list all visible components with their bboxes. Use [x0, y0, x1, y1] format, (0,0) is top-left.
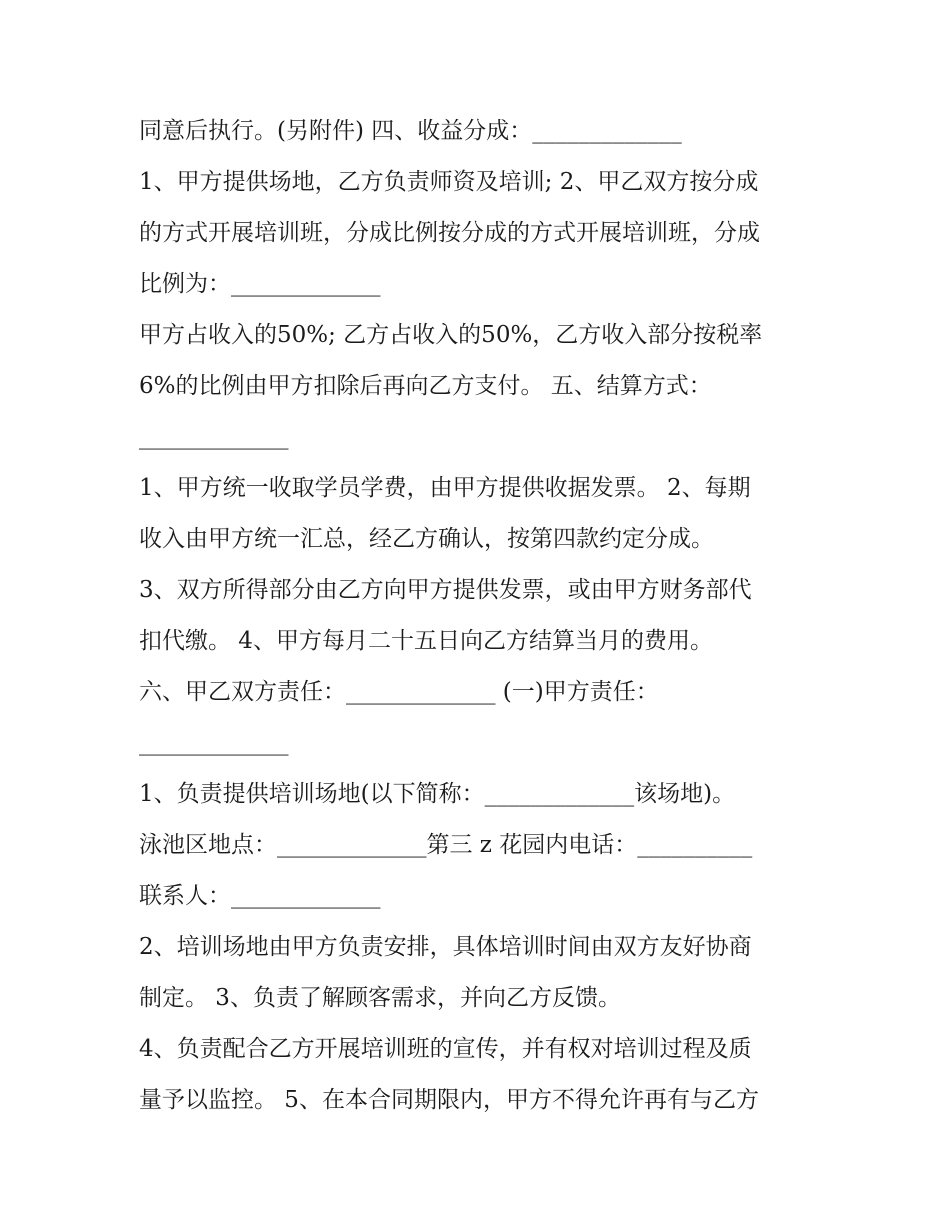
- text-line-11: 扣代缴。 4、甲方每月二十五日向乙方结算当月的费用。: [139, 628, 713, 654]
- text-line-1: 同意后执行。(另附件) 四、收益分成：_____________: [139, 118, 682, 144]
- text-line-5: 甲方占收入的50%; 乙方占收入的50%，乙方收入部分按税率: [139, 322, 763, 348]
- text-line-6: 6%的比例由甲方扣除后再向乙方支付。 五、结算方式：: [139, 373, 712, 399]
- text-line-16: 联系人：_____________: [139, 883, 381, 909]
- text-line-19: 4、负责配合乙方开展培训班的宣传，并有权对培训过程及质: [139, 1036, 752, 1062]
- text-line-13: _____________: [139, 730, 289, 756]
- text-line-4: 比例为：_____________: [139, 271, 381, 297]
- text-line-12: 六、甲乙双方责任：_____________ (一)甲方责任：: [139, 679, 659, 705]
- text-line-3: 的方式开展培训班，分成比例按分成的方式开展培训班，分成: [139, 220, 760, 246]
- contract-text: [139, 106, 829, 1126]
- text-line-20: 量予以监控。 5、在本合同期限内，甲方不得允许再有与乙方: [139, 1087, 759, 1113]
- text-line-10: 3、双方所得部分由乙方向甲方提供发票，或由甲方财务部代: [139, 577, 752, 603]
- text-line-15: 泳池区地点：_____________第三 z 花园内电话：__________: [139, 832, 753, 858]
- text-line-7: _____________: [139, 424, 289, 450]
- text-line-14: 1、负责提供培训场地(以下简称：_____________该场地)。: [139, 781, 736, 807]
- text-line-8: 1、甲方统一收取学员学费，由甲方提供收据发票。 2、每期: [139, 475, 751, 501]
- text-line-17: 2、培训场地由甲方负责安排，具体培训时间由双方友好协商: [139, 934, 752, 960]
- text-line-18: 制定。 3、负责了解顾客需求，并向乙方反馈。: [139, 985, 621, 1011]
- text-line-9: 收入由甲方统一汇总，经乙方确认，按第四款约定分成。: [139, 526, 714, 552]
- text-line-2: 1、甲方提供场地，乙方负责师资及培训; 2、甲乙双方按分成: [139, 169, 759, 195]
